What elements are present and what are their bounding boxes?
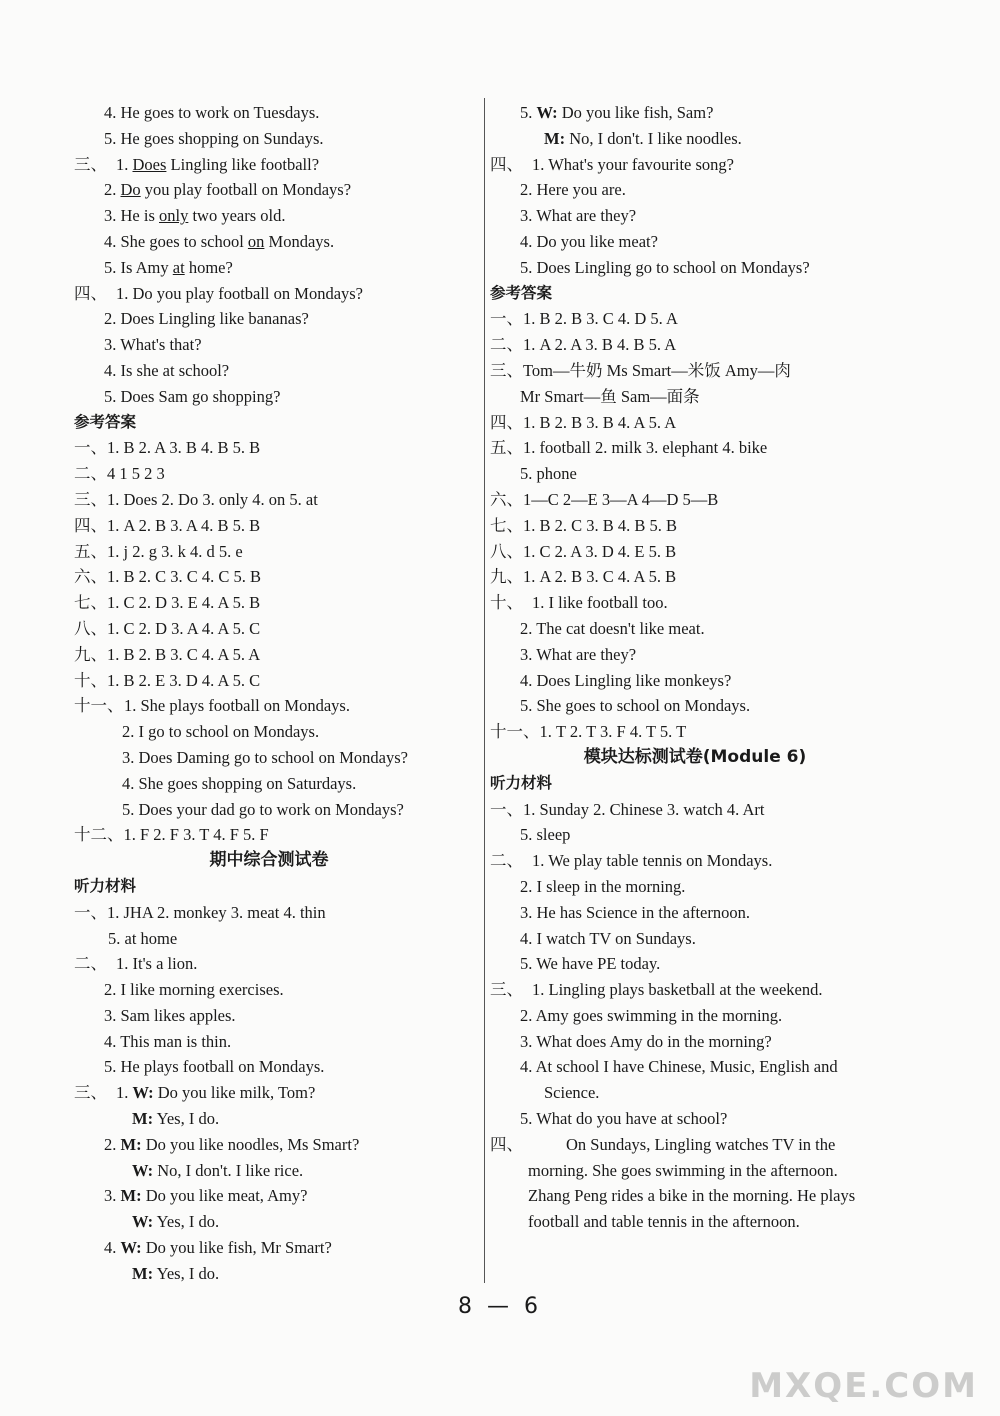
- dialogue-line: [74, 1106, 464, 1132]
- answer-line: 5. She goes to school on Mondays.: [520, 696, 751, 716]
- text-line: [490, 152, 900, 178]
- answer-line: 三、1. Does 2. Do 3. only 4. on 5. at: [74, 489, 318, 509]
- listening-heading: 听力材料: [74, 876, 137, 895]
- page-number: 8 — 6: [458, 1294, 542, 1319]
- text-span: two years old.: [188, 206, 286, 226]
- text-span: home?: [184, 257, 233, 277]
- text-line: 5. at home: [108, 928, 178, 948]
- answer-line: 九、1. A 2. B 3. C 4. A 5. B: [490, 567, 677, 587]
- text-line: 4. He goes to work on Tuesdays.: [104, 103, 320, 122]
- underlined-word: Does: [132, 154, 167, 174]
- text-line: 3. What are they?: [520, 206, 637, 226]
- text-span: No, I don't. I like rice.: [153, 1160, 304, 1180]
- text-span: 5.: [520, 103, 537, 122]
- text-line: [74, 255, 464, 281]
- text-span: 3.: [104, 1186, 121, 1206]
- answer-line: 六、1. B 2. C 3. C 4. C 5. B: [74, 567, 262, 587]
- text-span: Do you like noodles, Ms Smart?: [141, 1134, 360, 1154]
- answer-line: 六、1—C 2—E 3—A 4—D 5—B: [490, 489, 719, 509]
- text-span: Lingling like football?: [166, 154, 320, 174]
- text-line: Science.: [544, 1083, 600, 1103]
- speaker-label: W:: [132, 1083, 154, 1103]
- text-line: [74, 281, 464, 307]
- text-line: 2. I like morning exercises.: [104, 980, 284, 1000]
- text-span: 1. Lingling plays basketball at the weekend.: [532, 980, 823, 1000]
- text-span: 1.: [116, 154, 133, 174]
- answer-line: 3. Does Daming go to school on Mondays?: [122, 747, 408, 767]
- paragraph-line: Zhang Peng rides a bike in the morning. He plays: [528, 1186, 856, 1206]
- right-column: [490, 100, 900, 1235]
- answer-line: Mr Smart—鱼 Sam—面条: [520, 386, 700, 406]
- answer-line: 二、1. A 2. A 3. B 4. B 5. A: [490, 335, 677, 355]
- section-label: 三、: [74, 154, 107, 174]
- text-line: 4. At school I have Chinese, Music, English and: [520, 1057, 838, 1077]
- speaker-label: M:: [132, 1263, 154, 1283]
- dialogue-line: [74, 1261, 464, 1287]
- answer-line: 4. She goes shopping on Saturdays.: [122, 773, 357, 793]
- paragraph-line: football and table tennis in the afternoon.: [528, 1212, 800, 1232]
- dialogue-line: [74, 1183, 464, 1209]
- answer-line: 4. Does Lingling like monkeys?: [520, 670, 732, 690]
- speaker-label: M:: [120, 1134, 142, 1154]
- section-label: 十、: [490, 593, 523, 613]
- text-span: Do you like fish, Sam?: [557, 103, 714, 122]
- answer-line: 七、1. B 2. C 3. B 4. B 5. B: [490, 515, 678, 535]
- text-span: On Sundays, Lingling watches TV in the: [566, 1134, 836, 1154]
- text-span: 4.: [104, 1238, 121, 1258]
- text-span: Do you like meat, Amy?: [141, 1186, 308, 1206]
- answer-line: 二、4 1 5 2 3: [74, 464, 165, 484]
- answer-line: 四、1. B 2. B 3. B 4. A 5. A: [490, 412, 677, 432]
- watermark-text: MXQE.COM: [749, 1366, 978, 1406]
- answer-line: [74, 693, 464, 719]
- text-span: Do you like milk, Tom?: [153, 1083, 316, 1103]
- underlined-word: at: [172, 257, 185, 277]
- underlined-word: Do: [120, 180, 141, 200]
- section-label: 十一、: [74, 696, 124, 716]
- section-label: 三、: [490, 980, 523, 1000]
- answer-line: 十一、1. T 2. T 3. F 4. T 5. T: [490, 722, 687, 742]
- section-label: 四、: [74, 283, 107, 303]
- column-divider: [484, 98, 485, 1283]
- text-line: [74, 152, 464, 178]
- text-span: Yes, I do.: [153, 1212, 220, 1232]
- answer-line: 一、1. B 2. B 3. C 4. D 5. A: [490, 309, 678, 329]
- section-label: 四、: [490, 154, 523, 174]
- text-span: 1. She plays football on Mondays.: [124, 696, 350, 716]
- dialogue-line: [74, 1080, 464, 1106]
- text-line: 5. sleep: [520, 825, 571, 845]
- underlined-word: on: [247, 231, 265, 251]
- text-span: 2.: [104, 180, 121, 200]
- text-line: 2. Does Lingling like bananas?: [104, 309, 309, 329]
- answer-line: 2. The cat doesn't like meat.: [520, 618, 705, 638]
- text-line: 4. I watch TV on Sundays.: [520, 928, 696, 948]
- speaker-label: W:: [536, 103, 558, 122]
- text-line: 5. We have PE today.: [520, 954, 661, 974]
- answer-line: 五、1. football 2. milk 3. elephant 4. bike: [490, 438, 768, 458]
- section-label: 三、: [74, 1083, 107, 1103]
- text-span: No, I don't. I like noodles.: [565, 128, 742, 148]
- section-label: 二、: [74, 954, 107, 974]
- text-span: Do you like fish, Mr Smart?: [141, 1238, 332, 1258]
- text-span: 4. She goes to school: [104, 231, 248, 251]
- answer-line: 5. phone: [520, 464, 577, 484]
- text-line: 5. He goes shopping on Sundays.: [104, 128, 324, 148]
- text-line: 2. I sleep in the morning.: [520, 876, 686, 896]
- speaker-label: W:: [132, 1212, 154, 1232]
- speaker-label: W:: [120, 1238, 142, 1258]
- text-line: 2. Here you are.: [520, 180, 626, 200]
- text-span: 2.: [104, 1134, 121, 1154]
- answer-line: 三、Tom—牛奶 Ms Smart—米饭 Amy—肉: [490, 360, 791, 380]
- text-line: [74, 203, 464, 229]
- dialogue-line: [74, 1235, 464, 1261]
- text-line: 3. What does Amy do in the morning?: [520, 1031, 772, 1051]
- dialogue-line: [74, 1209, 464, 1235]
- text-line: [490, 848, 900, 874]
- watermark-logo: [749, 1316, 978, 1406]
- speaker-label: M:: [120, 1186, 142, 1206]
- speaker-label: M:: [132, 1109, 154, 1129]
- text-span: Yes, I do.: [153, 1263, 220, 1283]
- answer-line: 七、1. C 2. D 3. E 4. A 5. B: [74, 593, 261, 613]
- module-test-title: 模块达标测试卷(Module 6): [583, 746, 807, 767]
- text-line: 一、1. JHA 2. monkey 3. meat 4. thin: [74, 902, 326, 922]
- midterm-test-title: 期中综合测试卷: [209, 850, 329, 871]
- text-span: 1. I like football too.: [532, 593, 668, 613]
- text-span: Mondays.: [264, 231, 335, 251]
- answer-line: 一、1. B 2. A 3. B 4. B 5. B: [74, 438, 261, 458]
- text-line: [74, 229, 464, 255]
- text-line: 4. Is she at school?: [104, 360, 230, 380]
- text-line: 2. Amy goes swimming in the morning.: [520, 1005, 783, 1025]
- answer-key-heading: 参考答案: [490, 283, 553, 302]
- answer-line: 九、1. B 2. B 3. C 4. A 5. A: [74, 644, 261, 664]
- answer-line: 八、1. C 2. D 3. A 4. A 5. C: [74, 618, 261, 638]
- answer-key-heading: 参考答案: [74, 412, 137, 431]
- text-line: 一、1. Sunday 2. Chinese 3. watch 4. Art: [490, 799, 765, 819]
- text-line: [74, 951, 464, 977]
- answer-line: 十、1. B 2. E 3. D 4. A 5. C: [74, 670, 261, 690]
- text-line: 5. He plays football on Mondays.: [104, 1057, 325, 1077]
- speaker-label: M:: [544, 128, 566, 148]
- answer-line: 5. Does your dad go to work on Mondays?: [122, 799, 404, 819]
- answer-line: 2. I go to school on Mondays.: [122, 722, 320, 742]
- text-line: 3. What's that?: [104, 335, 202, 355]
- paragraph-line: morning. She goes swimming in the afternoon.: [528, 1160, 838, 1180]
- text-line: [74, 177, 464, 203]
- paragraph-line: [490, 1132, 900, 1158]
- answer-line: 五、1. j 2. g 3. k 4. d 5. e: [74, 541, 243, 561]
- dialogue-line: [490, 100, 900, 126]
- answer-line: 八、1. C 2. A 3. D 4. E 5. B: [490, 541, 677, 561]
- dialogue-line: [490, 126, 900, 152]
- text-line: [490, 977, 900, 1003]
- text-line: 5. Does Lingling go to school on Mondays?: [520, 257, 810, 277]
- answer-line: [490, 590, 900, 616]
- text-span: 1.: [116, 1083, 133, 1103]
- listening-heading: 听力材料: [490, 773, 553, 792]
- section-label: 二、: [490, 851, 523, 871]
- text-span: Yes, I do.: [153, 1109, 220, 1129]
- text-line: 4. This man is thin.: [104, 1031, 232, 1051]
- text-span: 5. Is Amy: [104, 257, 173, 277]
- speaker-label: W:: [132, 1160, 154, 1180]
- text-span: 1. What's your favourite song?: [532, 154, 734, 174]
- text-line: 4. Do you like meat?: [520, 231, 658, 251]
- text-span: 3. He is: [104, 206, 159, 226]
- text-span: 1. Do you play football on Mondays?: [116, 283, 364, 303]
- answer-line: 十二、1. F 2. F 3. T 4. F 5. F: [74, 825, 269, 845]
- text-span: 1. It's a lion.: [116, 954, 198, 974]
- text-span: you play football on Mondays?: [140, 180, 352, 200]
- underlined-word: only: [159, 206, 189, 226]
- section-label: 四、: [490, 1134, 523, 1154]
- text-line: 5. What do you have at school?: [520, 1109, 728, 1129]
- text-line: 5. Does Sam go shopping?: [104, 386, 281, 406]
- text-line: 3. He has Science in the afternoon.: [520, 902, 751, 922]
- dialogue-line: [74, 1158, 464, 1184]
- answer-line: 3. What are they?: [520, 644, 637, 664]
- text-line: 3. Sam likes apples.: [104, 1005, 236, 1025]
- left-column: [74, 100, 464, 1287]
- answer-line: 四、1. A 2. B 3. A 4. B 5. B: [74, 515, 261, 535]
- text-span: 1. We play table tennis on Mondays.: [532, 851, 773, 871]
- dialogue-line: [74, 1132, 464, 1158]
